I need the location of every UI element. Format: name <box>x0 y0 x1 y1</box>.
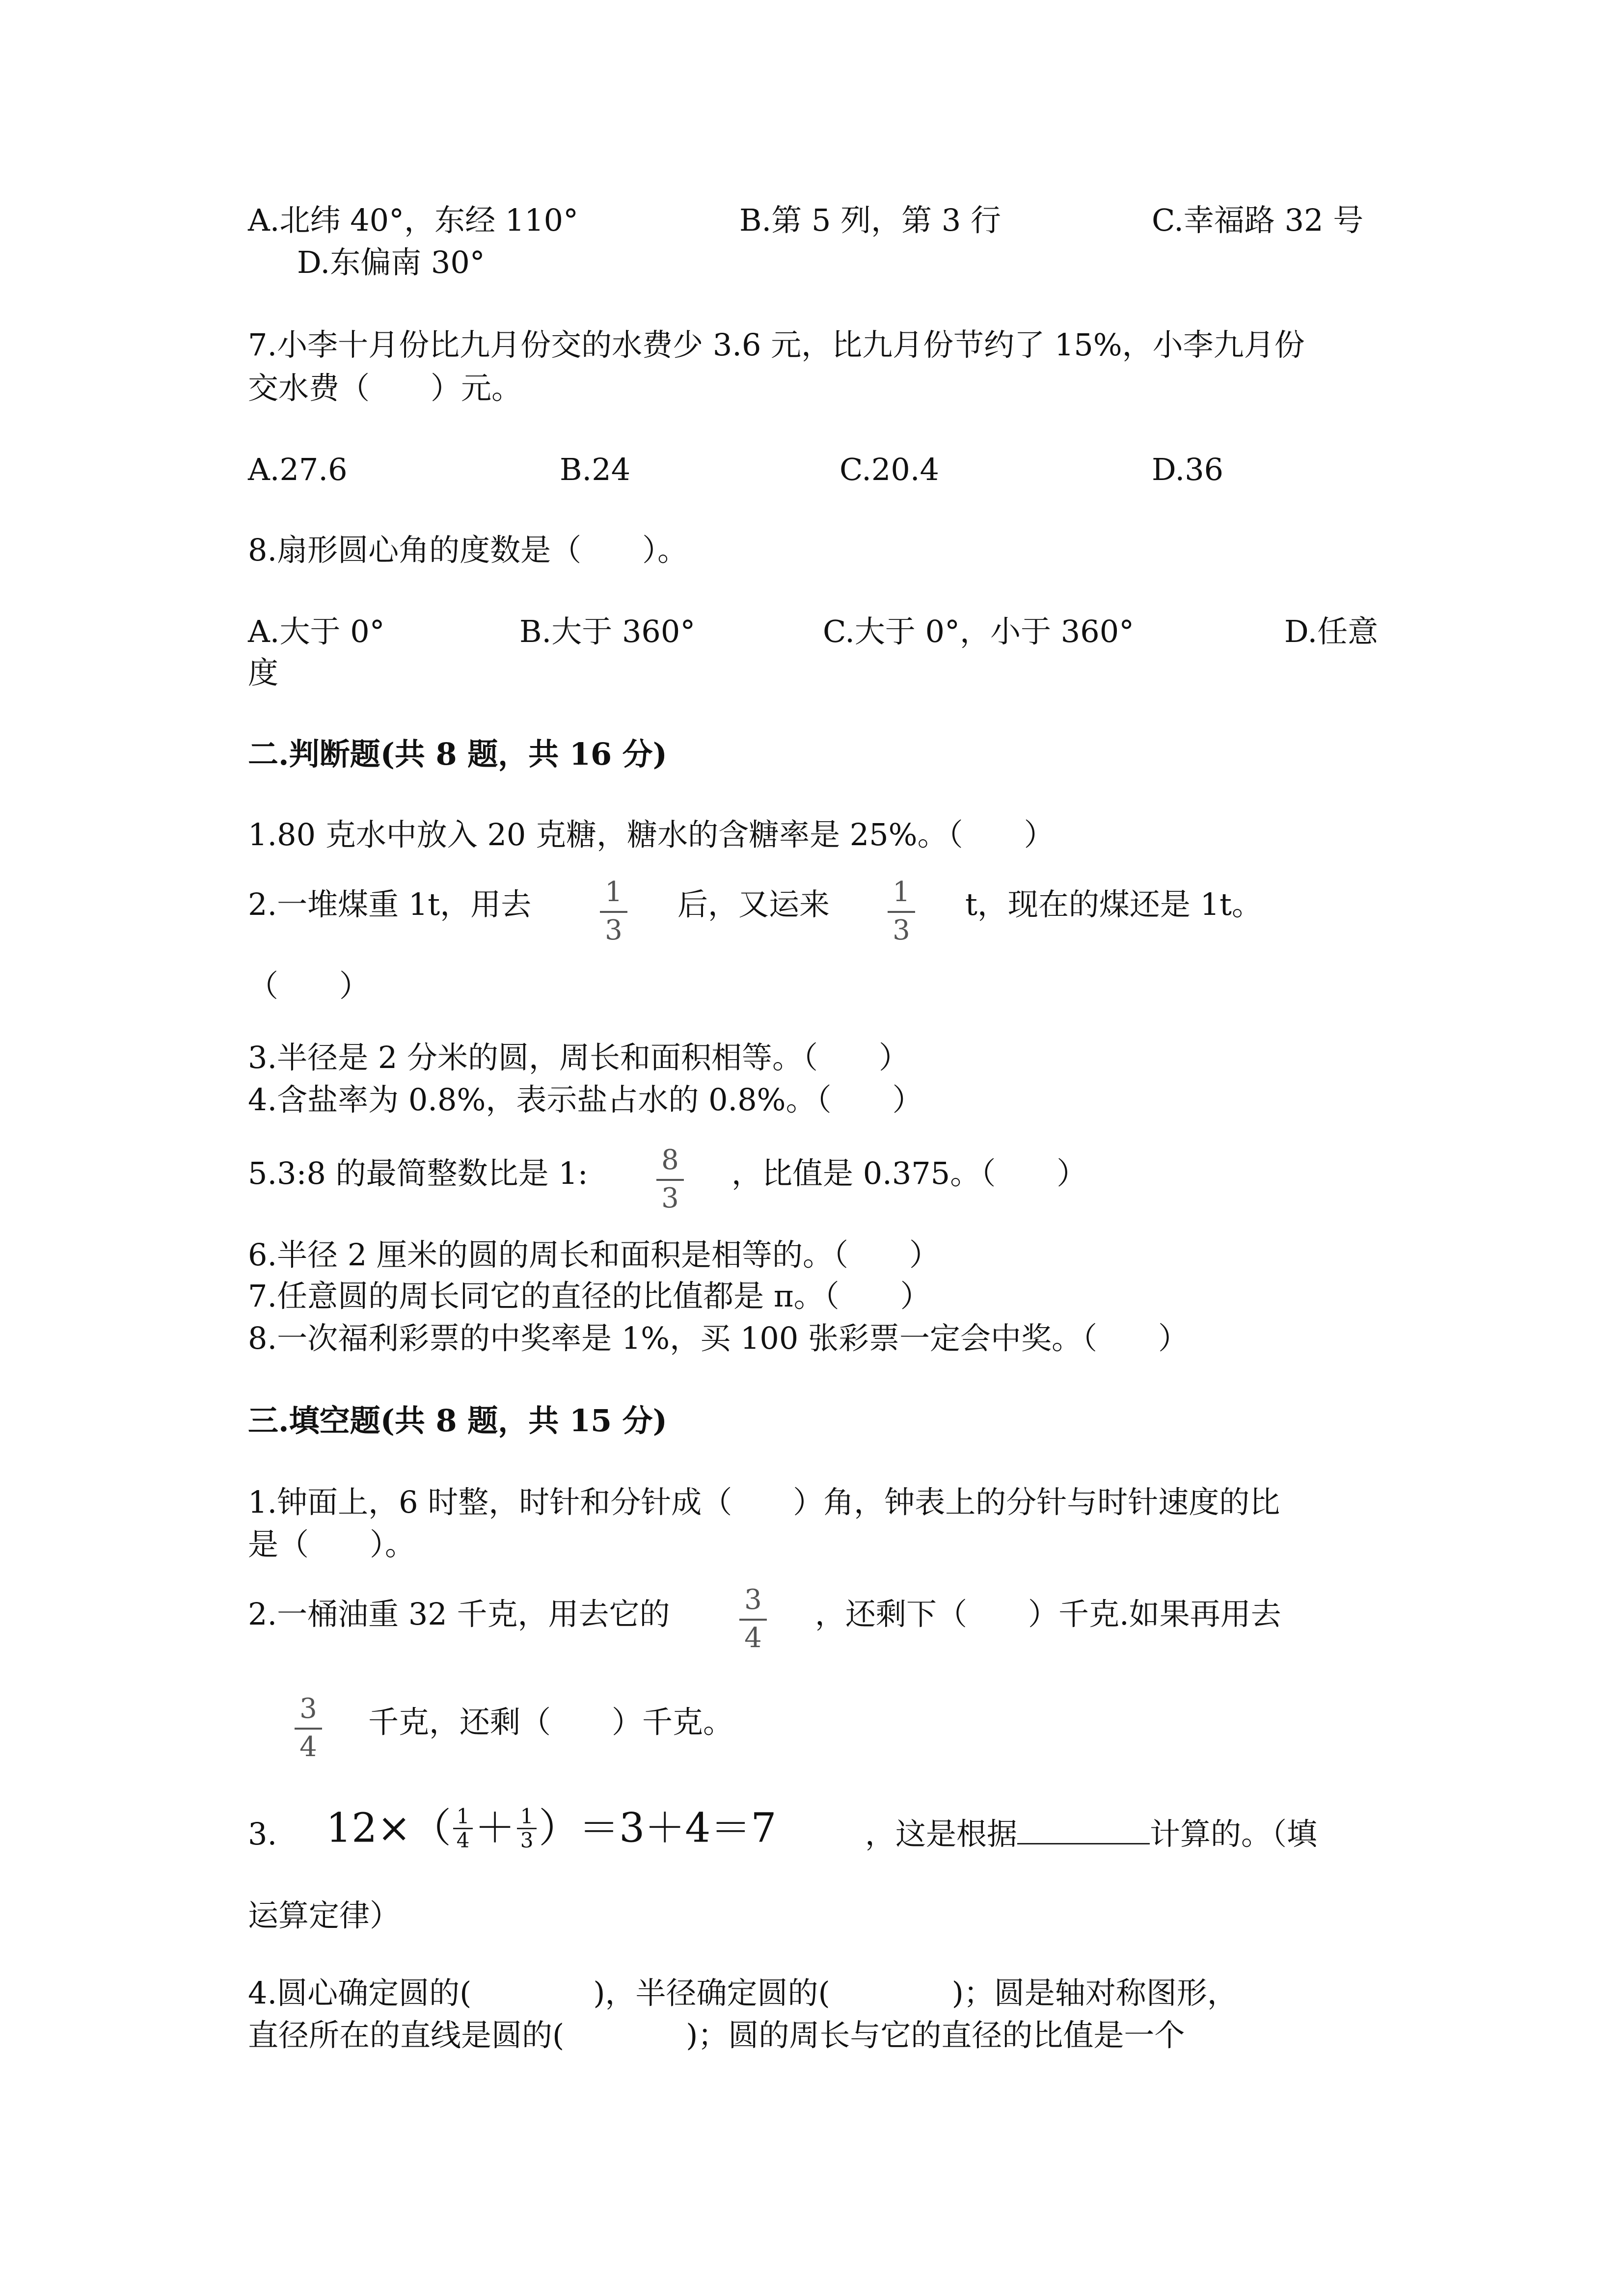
judge-q3: 3.半径是 2 分米的圆，周长和面积相等。（ ） <box>248 1040 910 1075</box>
fraction-numerator: 8 <box>661 1144 679 1176</box>
fill-q3-text-after-blank: 计算的。（填 <box>1150 1816 1318 1852</box>
fill-q1-line2: 是（ ）。 <box>248 1526 416 1562</box>
q7-option-b: B.24 <box>560 452 631 487</box>
fill-q4-line1: 4.圆心确定圆的( )，半径确定圆的( )；圆是轴对称图形， <box>248 1975 1238 2011</box>
fraction-eight-thirds <box>654 1144 686 1215</box>
fraction-bar <box>888 911 915 913</box>
fraction-one-third <box>598 876 629 947</box>
judge-q4: 4.含盐率为 0.8%，表示盐占水的 0.8%。（ ） <box>248 1082 923 1118</box>
judge-q2-answer-paren: （ ） <box>248 968 370 1004</box>
section-3-heading: 三.填空题(共 8 题，共 15 分) <box>248 1403 668 1439</box>
judge-q7: 7.任意圆的周长同它的直径的比值都是 π。（ ） <box>248 1278 931 1314</box>
fill-q2-part2: ，还剩下（ ）千克.如果再用去 <box>815 1596 1281 1632</box>
q8-stem: 8.扇形圆心角的度数是（ ）。 <box>248 532 688 568</box>
judge-q2-part3: t，现在的煤还是 1t。 <box>965 886 1262 922</box>
judge-q6: 6.半径 2 厘米的圆的周长和面积是相等的。（ ） <box>248 1237 940 1273</box>
fraction-three-quarters <box>737 1586 769 1655</box>
q8-option-c: C.大于 0°，小于 360° <box>823 614 1135 649</box>
fill-q3-line2: 运算定律） <box>248 1897 401 1933</box>
fill-q2-part3: 千克，还剩（ ）千克。 <box>368 1704 734 1740</box>
q8-option-d-wrap: 度 <box>248 655 279 691</box>
fill-q2-part1: 2.一桶油重 32 千克，用去它的 <box>248 1596 670 1632</box>
fraction-bar <box>739 1619 767 1621</box>
fraction-denominator: 4 <box>744 1622 762 1654</box>
formula-plus: ＋ <box>475 1805 515 1852</box>
q6-option-c: C.幸福路 32 号 <box>1152 202 1364 238</box>
fill-q3-part2 <box>865 1816 1318 1852</box>
fill-q4-line2: 直径所在的直线是圆的( )；圆的周长与它的直径的比值是一个 <box>248 2017 1185 2053</box>
q7-stem-line2: 交水费（ ）元。 <box>248 370 522 406</box>
answer-blank[interactable] <box>1017 1820 1150 1844</box>
fraction-denominator: 3 <box>605 914 623 946</box>
fraction-numerator: 1 <box>456 1804 470 1828</box>
q8-option-d: D.任意 <box>1284 614 1379 649</box>
fraction-denominator: 4 <box>299 1731 317 1763</box>
q7-option-a: A.27.6 <box>248 452 348 487</box>
q6-option-a: A.北纬 40°，东经 110° <box>248 202 579 238</box>
fraction-denominator: 3 <box>520 1828 534 1852</box>
fill-q3-number: 3. <box>248 1816 277 1852</box>
fraction-one-third <box>886 876 917 947</box>
q8-option-a: A.大于 0° <box>248 614 385 649</box>
judge-q2-part1: 2.一堆煤重 1t，用去 <box>248 886 532 922</box>
q7-option-d: D.36 <box>1152 452 1224 487</box>
fraction-numerator: 1 <box>520 1804 534 1828</box>
fraction-numerator: 1 <box>893 876 910 908</box>
q7-option-c: C.20.4 <box>839 452 939 487</box>
judge-q1: 1.80 克水中放入 20 克糖，糖水的含糖率是 25%。（ ） <box>248 817 1055 853</box>
formula-fraction-one-third <box>515 1806 539 1851</box>
fraction-denominator: 4 <box>456 1828 470 1852</box>
fraction-numerator: 3 <box>744 1584 762 1616</box>
q8-option-b: B.大于 360° <box>519 614 696 649</box>
fraction-numerator: 1 <box>605 876 623 908</box>
formula-tail: ）＝3＋4＝7 <box>539 1805 777 1852</box>
fraction-bar <box>600 911 627 913</box>
judge-q5-part1: 5.3:8 的最简整数比是 1: <box>248 1155 588 1191</box>
q6-option-d: D.东偏南 30° <box>297 244 485 280</box>
formula-lead: 12×（ <box>326 1805 452 1852</box>
judge-q5-part2: ，比值是 0.375。（ ） <box>731 1155 1087 1191</box>
fraction-bar <box>656 1179 684 1181</box>
fill-q1-line1: 1.钟面上，6 时整，时针和分针成（ ）角，钟表上的分针与时针速度的比 <box>248 1484 1280 1520</box>
fraction-bar <box>295 1728 322 1730</box>
judge-q2-part2: 后，又运来 <box>677 886 830 922</box>
judge-q8: 8.一次福利彩票的中奖率是 1%，买 100 张彩票一定会中奖。（ ） <box>248 1320 1189 1356</box>
fraction-numerator: 3 <box>299 1693 317 1725</box>
fraction-denominator: 3 <box>661 1182 679 1214</box>
fill-q3-text-before-blank: ，这是根据 <box>865 1816 1018 1852</box>
formula-fraction-one-quarter <box>451 1806 475 1851</box>
section-2-heading: 二.判断题(共 8 题，共 16 分) <box>248 736 668 772</box>
q6-option-b: B.第 5 列，第 3 行 <box>739 202 1001 238</box>
fraction-three-quarters <box>293 1695 324 1764</box>
fraction-denominator: 3 <box>893 914 910 946</box>
q7-stem-line1: 7.小李十月份比九月份交的水费少 3.6 元，比九月份节约了 15%，小李九月份 <box>248 327 1305 363</box>
fill-q3-formula <box>326 1806 777 1851</box>
